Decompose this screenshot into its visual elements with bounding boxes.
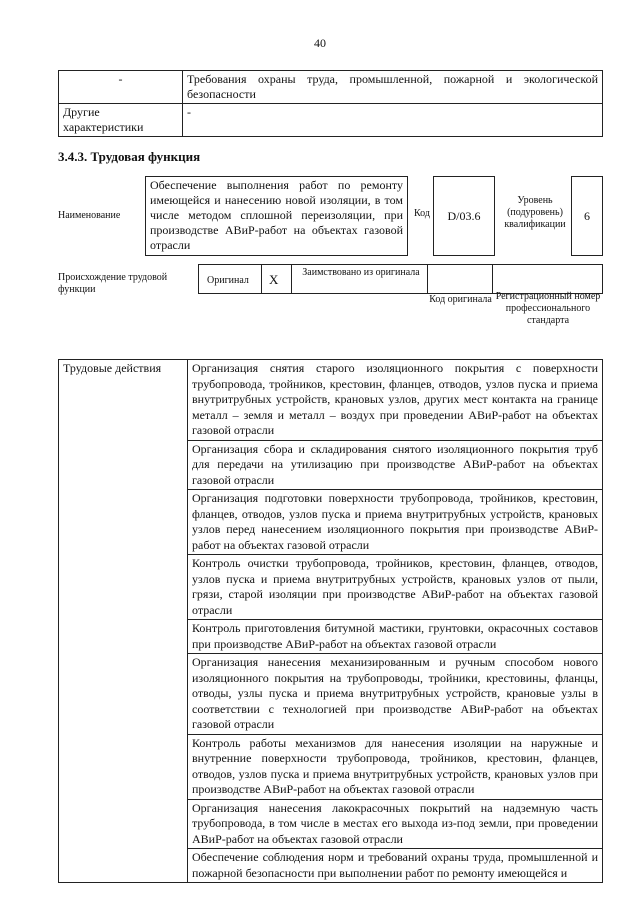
function-name-box: Обеспечение выполнения работ по ремонту имеющейся и нанесению новой изоляции, в том числе методом сплошной переизоляции, при производстве АВиР-работ на объектах газовой отрасли [145,176,408,256]
borrowed-label: Заимствовано из оригинала [302,267,420,278]
kod-label: Код [414,208,430,219]
regnum-caption: Регистрационный номер профессионального стандарта [495,291,601,326]
labor-action-item: Организация подготовки поверхности трубопровода, тройников, крестовин, фланцев, отводов, узлов пуска и приема внутритрубных устройств, крановых узлов перед нанесением изоляционного покрытия при производстве АВиР-работ на объектах газовой отрасли [188,490,603,555]
naim-label: Наименование [58,210,121,221]
origin-label: Происхождение трудовой функции [58,272,168,295]
labor-action-item: Контроль очистки трубопровода, тройников, крестовин, фланцев, отводов, узлов пуска и приема внутритрубных устройств, крановых узлов от пыли, грязи, старой изоляции при производстве АВиР-работ на объектах газовой отрасли [188,555,603,620]
kod-value-box: D/03.6 [433,176,495,256]
origin-box [198,264,603,294]
divider [492,265,493,293]
table-row [59,71,603,104]
page-number: 40 [314,36,326,50]
labor-action-item: Обеспечение соблюдения норм и требований охраны труда, промышленной и пожарной безопасности при выполнении работ по ремонту имеющейся и [188,849,603,883]
table-cell-value: - [183,104,603,137]
divider [261,265,262,293]
labor-action-item: Контроль приготовления битумной мастики, грунтовки, окрасочных составов при производстве АВиР-работ на объектах газовой отрасли [188,620,603,654]
table-row [59,360,603,441]
code-caption: Код оригинала [429,294,492,305]
divider [427,265,428,293]
labor-action-item: Организация нанесения лакокрасочных покрытий на надземную часть трубопровода, в том числе в местах его выхода из-под земли, при проведении АВиР-работ на объектах газовой отрасли [188,799,603,849]
level-value-box: 6 [571,176,603,256]
labor-actions-label: Трудовые действия [59,360,188,883]
section-title: 3.4.3. Трудовая функция [58,149,201,164]
divider [291,265,292,293]
labor-actions-table [58,359,603,883]
level-label: Уровень (подуровень) квалификации [504,195,566,230]
labor-action-item: Организация нанесения механизированным и ручным способом нового изоляционного покрытия на трубопроводы, тройники, крестовины, фланцы, отводы, узлы пуска и приема внутритрубных устройств, крановые узлы в соответствии с технологией при производстве АВиР-работ на объектах газовой отрасли [188,654,603,735]
table-cell-value: Требования охраны труда, промышленной, пожарной и экологической безопасности [183,71,603,104]
labor-action-item: Контроль работы механизмов для нанесения изоляции на наружные и внутренние поверхности трубопровода, тройников, крестовин, фланцев, отводов, узлов пуска и приема внутритрубных устройств, крановых узлов при производстве АВиР-работ на объектах газовой отрасли [188,734,603,799]
table-cell-label: - [59,71,183,104]
original-mark: X [269,272,279,287]
original-label: Оригинал [207,275,249,286]
labor-action-item: Организация сбора и складирования снятого изоляционного покрытия труб для передачи на утилизацию при производстве АВиР-работ на объектах газовой отрасли [188,440,603,490]
table-cell-label: Другие характеристики [59,104,183,137]
labor-action-item: Организация снятия старого изоляционного покрытия с поверхности трубопровода, тройников, крестовин, фланцев, отводов, узлов пуска и приема внутритрубных устройств, крановых узлов, других мест контакта на границе металл – земля и металл – воздух при проведении АВиР-работ на объектах газовой отрасли [188,360,603,441]
table-row [59,104,603,137]
top-characteristics-table [58,70,603,137]
